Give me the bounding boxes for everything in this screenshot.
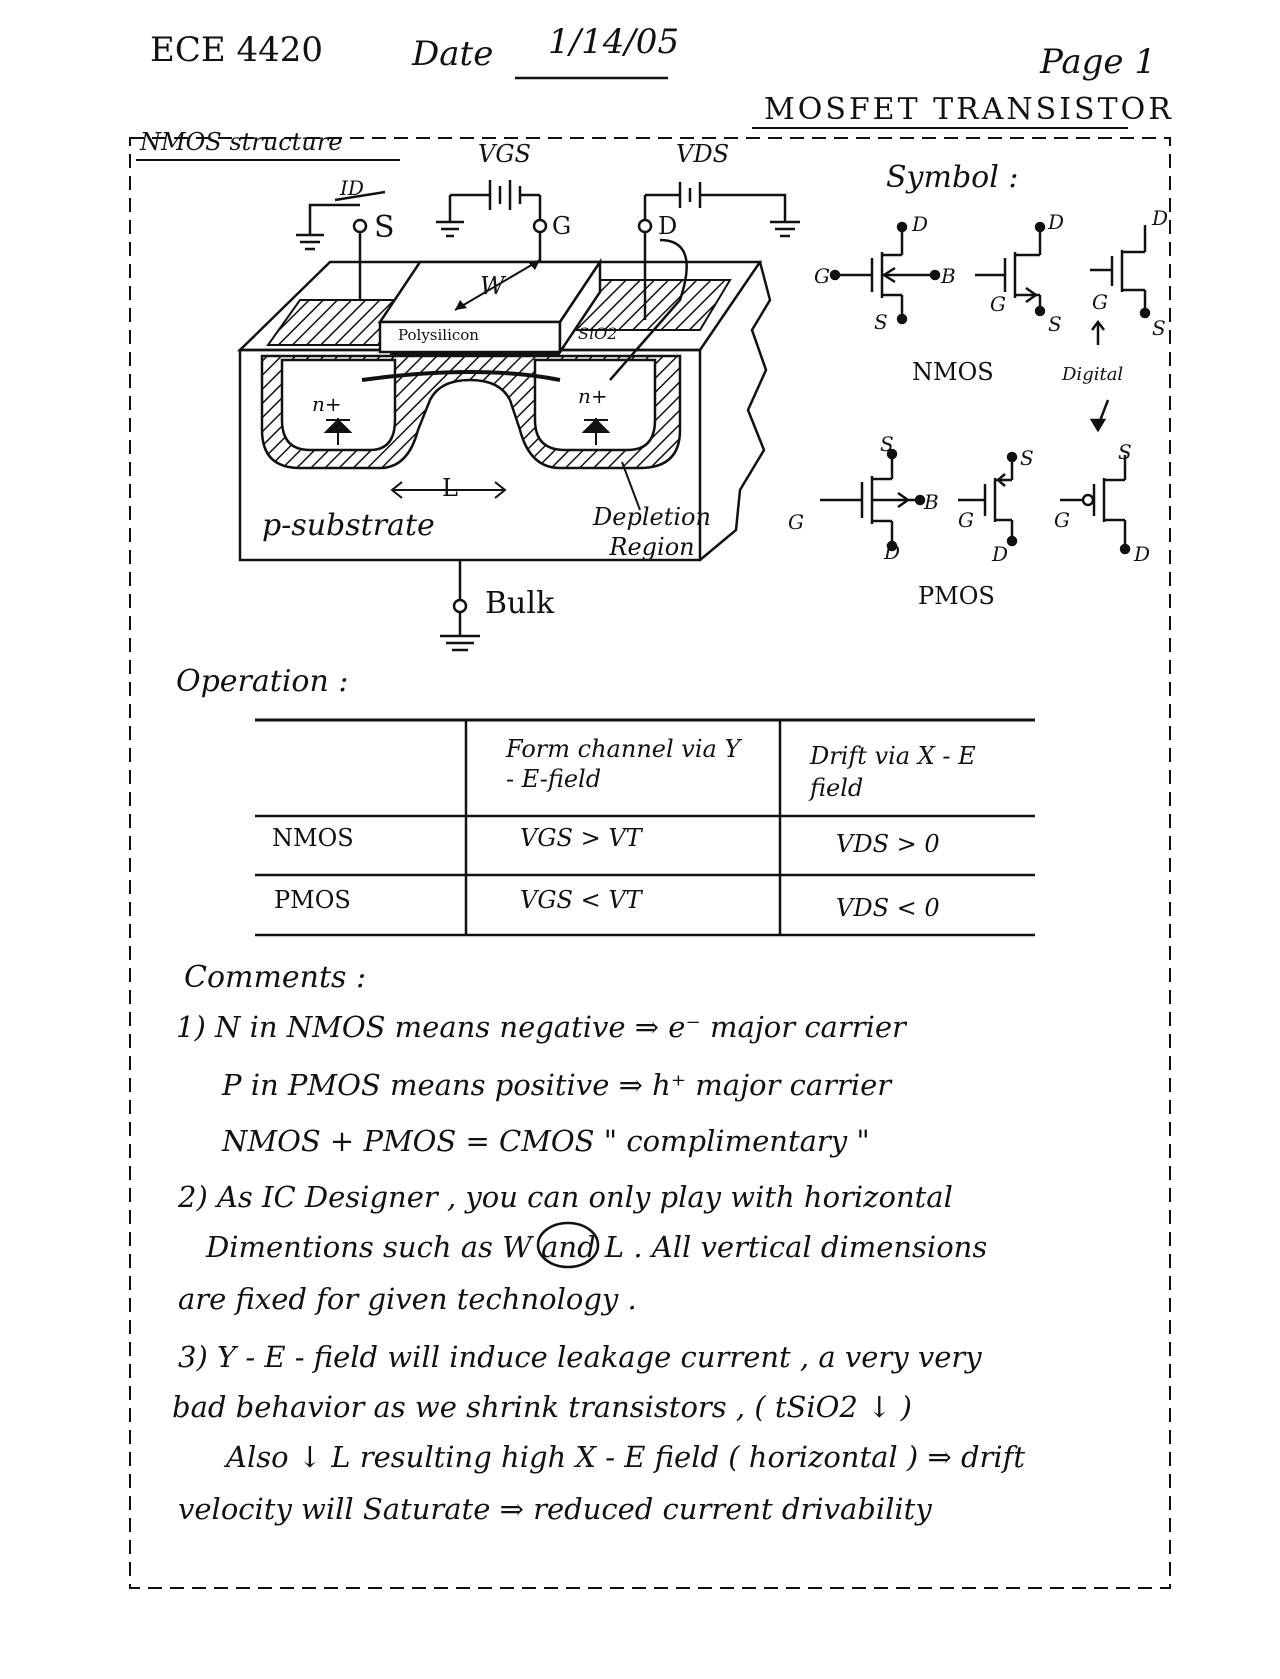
vds-label: VDS [676, 140, 730, 168]
row-nmos-channel: VGS > VT [520, 824, 642, 852]
sym-n3-s: S [1152, 316, 1166, 340]
comments-title: Comments : [184, 960, 367, 995]
date-value: 1/14/05 [548, 22, 680, 62]
sym-p2-g: G [958, 508, 974, 532]
comment-line-1: 1) N in NMOS means negative ⇒ e⁻ major carrier [176, 1010, 906, 1044]
depletion-label: Depletion Region [593, 503, 711, 561]
sym-p1-d: D [884, 540, 901, 564]
row-pmos-channel: VGS < VT [520, 886, 642, 914]
row-nmos-name: NMOS [272, 824, 354, 852]
length-label: L [442, 474, 458, 502]
sym-p1-s: S [880, 432, 894, 456]
row-nmos-drift: VDS > 0 [836, 830, 940, 858]
pmos-symbol-label: PMOS [918, 582, 995, 610]
drain-label: D [658, 212, 678, 240]
sym-n3-d: D [1152, 206, 1169, 230]
nmos-symbol-label: NMOS [912, 358, 994, 386]
polysilicon-label: Polysilicon [398, 326, 479, 344]
sym-n1-b: B [941, 264, 956, 288]
sym-n3-g: G [1092, 290, 1108, 314]
operation-title: Operation : [176, 664, 349, 699]
col-header-drift: Drift via X - E field [810, 742, 976, 802]
comment-line-5: Dimentions such as W and L . All vertical dimensions [206, 1230, 988, 1264]
digital-label: Digital [1062, 364, 1124, 385]
sym-p1-b: B [924, 490, 939, 514]
sym-p3-g: G [1054, 508, 1070, 532]
sym-n1-d: D [912, 212, 929, 236]
row-pmos-drift: VDS < 0 [836, 894, 940, 922]
comment-line-9: Also ↓ L resulting high X - E field ( horizontal ) ⇒ drift [226, 1440, 1026, 1474]
source-label: S [374, 210, 395, 245]
comment-line-7: 3) Y - E - field will induce leakage current , a very very [178, 1340, 982, 1374]
sym-p3-d: D [1134, 542, 1151, 566]
width-label: W [480, 272, 505, 300]
sio2-label: SiO2 [578, 324, 618, 343]
sym-n2-s: S [1048, 312, 1062, 336]
comment-line-10: velocity will Saturate ⇒ reduced current drivability [178, 1492, 932, 1526]
bulk-label: Bulk [485, 586, 555, 621]
comment-line-3: NMOS + PMOS = CMOS " complimentary " [222, 1124, 870, 1158]
sym-p2-s: S [1020, 446, 1034, 470]
sym-n2-g: G [990, 292, 1006, 316]
id-label: ID [340, 176, 364, 200]
n-plus-left-label: n+ [312, 392, 342, 416]
symbol-title: Symbol : [886, 160, 1019, 195]
comment-line-6: are fixed for given technology . [178, 1282, 637, 1316]
sym-p3-s: S [1118, 440, 1132, 464]
date-label: Date [412, 34, 494, 74]
substrate-label: p-substrate [262, 508, 435, 543]
n-plus-right-label: n+ [578, 384, 608, 408]
sym-n2-d: D [1048, 210, 1065, 234]
sym-p1-g: G [788, 510, 804, 534]
course-code: ECE 4420 [150, 30, 323, 70]
row-pmos-name: PMOS [274, 886, 351, 914]
comment-line-2: P in PMOS means positive ⇒ h⁺ major carrier [222, 1068, 892, 1102]
structure-title: NMOS structure [140, 128, 343, 156]
page-number: Page 1 [1040, 42, 1156, 82]
sym-n1-s: S [874, 310, 888, 334]
sym-n1-g: G [814, 264, 830, 288]
comment-line-8: bad behavior as we shrink transistors , ( tSiO2 ↓ ) [172, 1390, 912, 1424]
sym-p2-d: D [992, 542, 1009, 566]
gate-label: G [552, 212, 572, 240]
col-header-channel: Form channel via Y - E-field [506, 735, 741, 793]
comment-line-4: 2) As IC Designer , you can only play with horizontal [178, 1180, 953, 1214]
pmos-symbols [820, 450, 1129, 553]
topic-title: MOSFET TRANSISTOR [764, 92, 1174, 127]
vgs-label: VGS [478, 140, 531, 168]
